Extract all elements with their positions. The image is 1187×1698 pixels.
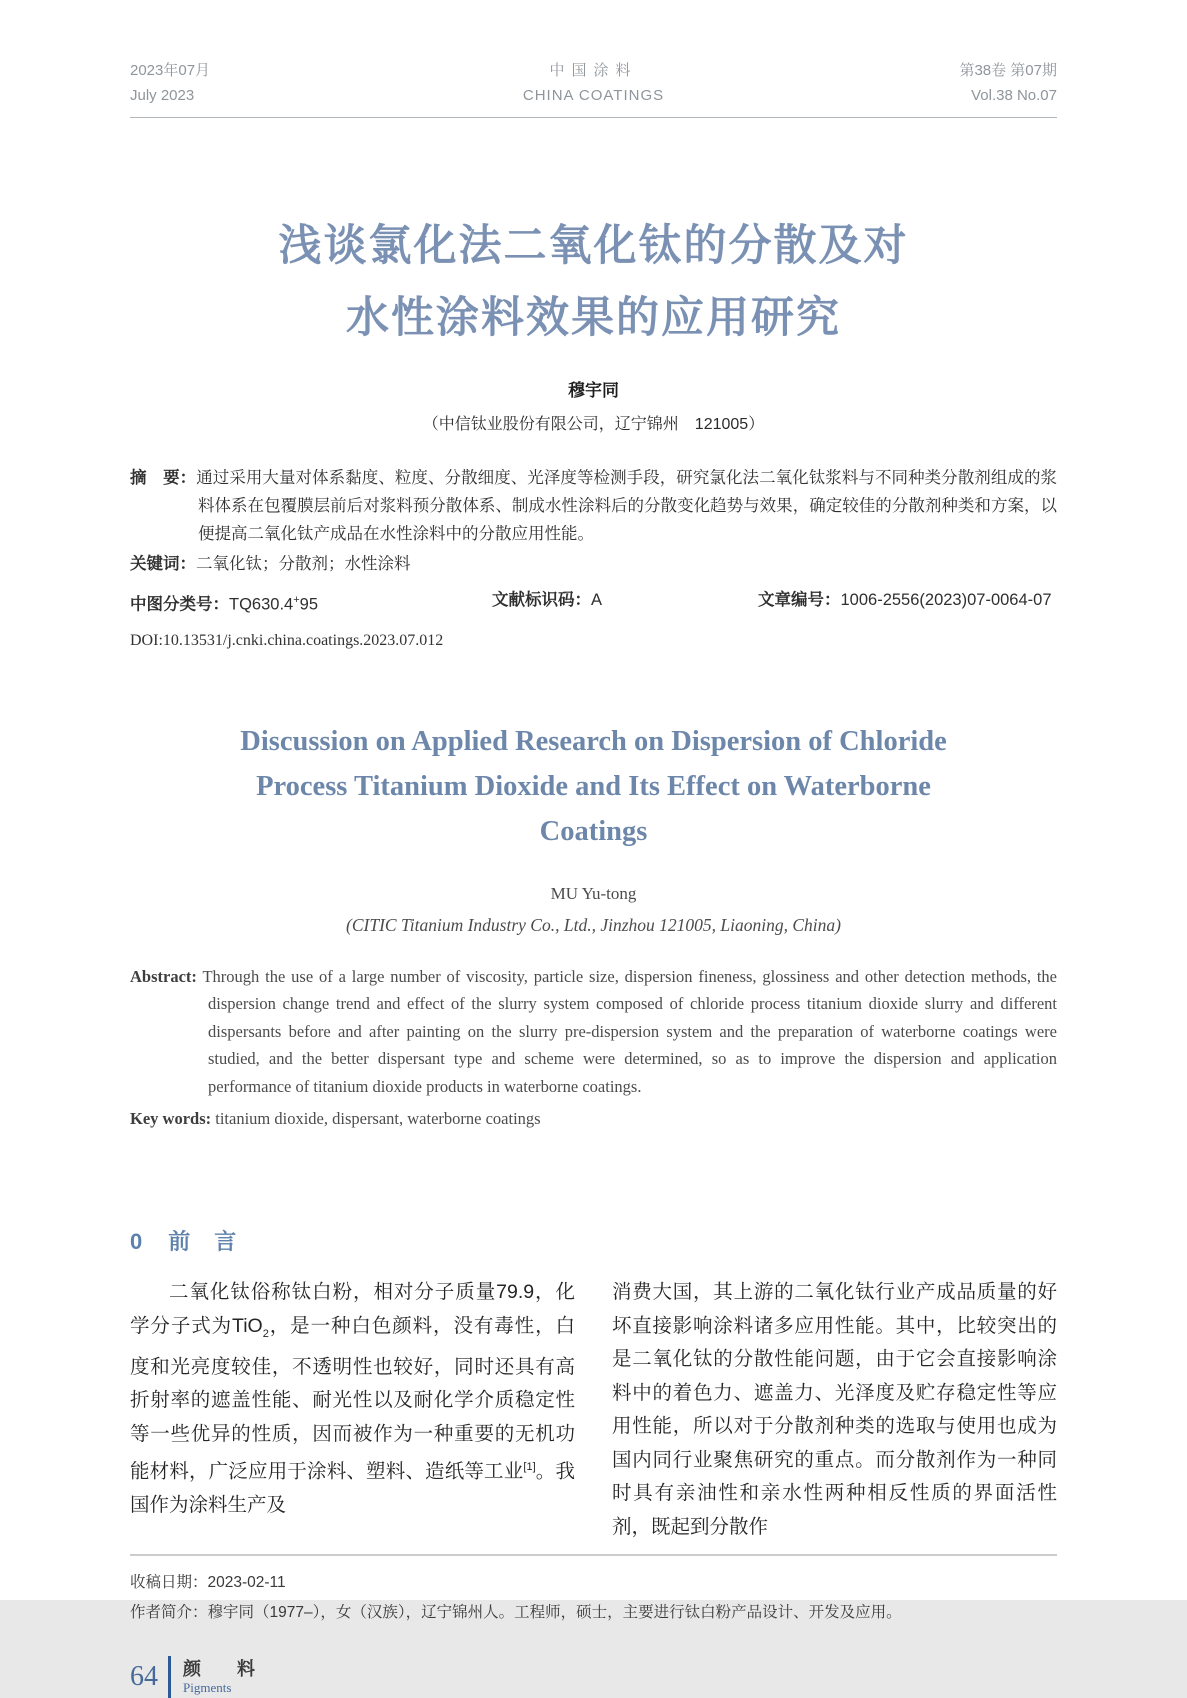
page-number: 64 xyxy=(130,1661,158,1692)
author-bio-label: 作者简介： xyxy=(130,1604,208,1621)
abstract-cn xyxy=(130,464,1057,548)
column-title-en: Pigments xyxy=(183,1680,232,1695)
abstract-label-cn: 摘 要： xyxy=(130,469,197,487)
abstract-en xyxy=(130,963,1057,1101)
paper-title-cn-line1: 浅谈氯化法二氧化钛的分散及对 xyxy=(278,222,909,270)
body-columns xyxy=(130,1276,1057,1544)
doi: DOI:10.13531/j.cnki.china.coatings.2023.07.012 xyxy=(130,631,444,649)
classification-row xyxy=(130,586,1057,619)
body-paragraph-right: 消费大国，其上游的二氧化钛行业产成品质量的好坏直接影响涂料诸多应用性能。其中，比较突出的是二氧化钛的分散性能问题，由于它会直接影响涂料中的着色力、遮盖力、光泽度及贮存稳定性等应用性能，所以对于分散剂种类的选取与使用也成为国内同行业聚焦研究的重点。而分散剂作为一种同时具有亲油性和亲水性两种相反性质的界面活性剂，既起到分散作 xyxy=(612,1281,1057,1538)
paper-title-cn xyxy=(130,210,1057,354)
author-bio-value: 穆宇同（1977–），女（汉族），辽宁锦州人。工程师，硕士，主要进行钛白粉产品设计、开发及应用。 xyxy=(207,1604,902,1621)
tio2-subscript: 2 xyxy=(262,1327,269,1340)
paper-title-cn-line2: 水性涂料效果的应用研究 xyxy=(346,294,841,342)
received-date-line xyxy=(130,1568,1057,1598)
article-id: 文章编号：1006-2556(2023)07-0064-07 xyxy=(758,591,1052,609)
author-name-cn: 穆宇同 xyxy=(568,381,619,400)
reference-1-superscript: [1] xyxy=(523,1461,536,1474)
keywords-text-cn: 二氧化钛；分散剂；水性涂料 xyxy=(196,555,411,573)
author-name-en: MU Yu-tong xyxy=(550,883,637,903)
column-title-cn: 颜 料 xyxy=(183,1659,264,1679)
keywords-label-en: Key words: xyxy=(130,1109,212,1128)
abstract-text-cn: 通过采用大量对体系黏度、粒度、分散细度、光泽度等检测手段，研究氯化法二氧化钛浆料与不同种类分散剂组成的浆料体系在包覆膜层前后对浆料预分散体系、制成水性涂料后的分散变化趋势与效果，确定较佳的分散剂种类和方案，以便提高二氧化钛产成品在水性涂料中的分散应用性能。 xyxy=(196,469,1058,543)
header-date xyxy=(130,58,390,108)
keywords-label-cn: 关键词： xyxy=(130,555,196,573)
section-heading-foreword xyxy=(130,1225,1057,1256)
paper-title-en xyxy=(130,719,1057,854)
received-date-value: 2023-02-11 xyxy=(207,1574,286,1591)
footer-column-info xyxy=(183,1658,264,1696)
body-paragraph-left: 二氧化钛俗称钛白粉，相对分子质量79.9，化学分子式为TiO$_2$，是一种白色颜料，没有毒性，白度和光亮度较佳，不透明性也较好，同时还具有高折射率的遮盖性能、耐光性以及耐化学介质稳定性等一些优异的性质，因而被作为一种重要的无机功能材料，广泛应用于涂料、塑料、造纸等工业[1]。我国作为涂料生产及 xyxy=(130,1281,575,1517)
keywords-cn xyxy=(130,550,1057,578)
section-title: 前言 xyxy=(168,1229,261,1254)
paper-title-en-line2: Process Titanium Dioxide and Its Effect on Waterborne xyxy=(256,770,931,802)
author-bio-line xyxy=(130,1598,1057,1628)
document-code: 文献标识码：A xyxy=(492,591,603,609)
keywords-text-en: titanium dioxide, dispersant, waterborne coatings xyxy=(215,1109,541,1128)
page-footer xyxy=(130,1656,1057,1698)
paper-meta-cn xyxy=(130,464,1057,655)
journal-header xyxy=(130,58,1057,118)
body-column-right xyxy=(612,1276,1057,1544)
clc-superscript: + xyxy=(293,594,300,606)
journal-name-cn: 中国涂料 xyxy=(549,62,638,79)
issue-info-en: Vol.38 No.07 xyxy=(971,87,1057,104)
issue-info-cn: 第38卷 第07期 xyxy=(959,62,1057,79)
paper-title-en-line3: Coatings xyxy=(539,815,648,847)
section-number: 0 xyxy=(130,1229,143,1254)
keywords-en xyxy=(130,1109,1057,1129)
affiliation-en: (CITIC Titanium Industry Co., Ltd., Jinzhou 121005, Liaoning, China) xyxy=(346,914,841,935)
journal-name-en: CHINA COATINGS xyxy=(522,87,665,104)
header-issue-info xyxy=(797,58,1057,108)
abstract-label-en: Abstract: xyxy=(130,966,197,986)
footnotes xyxy=(130,1554,1057,1628)
body-column-left xyxy=(130,1276,575,1544)
abstract-text-en: Through the use of a large number of viscosity, particle size, dispersion fineness, glossiness and other detection methods, the dispersion change trend and effect of the slurry system composed of chloride process titanium dioxide slurry and different dispersants before and after painting on the slurry pre-dispersion system and the preparation of waterborne coatings were studied, and the better dispersant type and scheme were determined, so as to improve the dispersion and application performance of titanium dioxide products in waterborne coatings. xyxy=(202,966,1057,1096)
header-date-en: July 2023 xyxy=(130,87,195,104)
clc-number: 中图分类号：TQ630.4+95 xyxy=(130,594,319,614)
footer-divider-bar xyxy=(168,1656,171,1698)
header-date-cn: 2023年07月 xyxy=(130,62,211,79)
received-date-label: 收稿日期： xyxy=(130,1574,208,1591)
affiliation-cn: （中信钛业股份有限公司，辽宁锦州 121005） xyxy=(422,416,765,433)
paper-title-en-line1: Discussion on Applied Research on Dispersion of Chloride xyxy=(240,725,947,757)
header-journal-name xyxy=(390,58,797,108)
